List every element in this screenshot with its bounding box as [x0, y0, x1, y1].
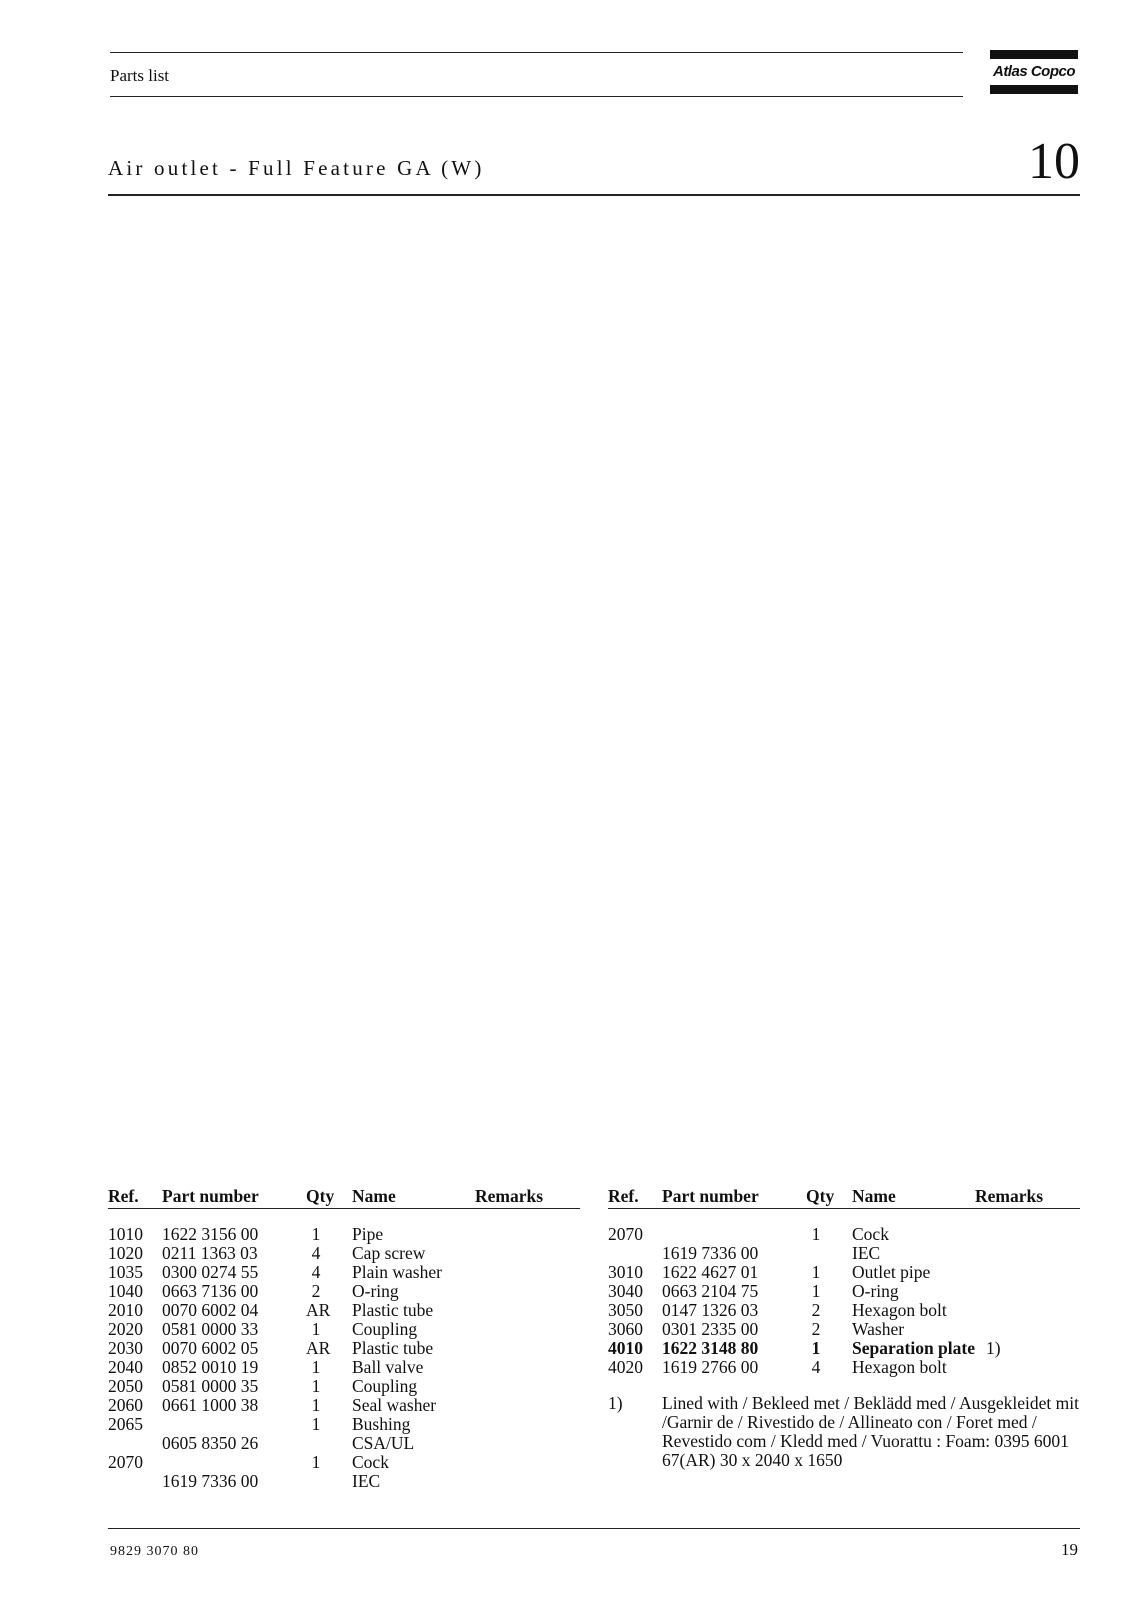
table-header	[608, 1186, 1082, 1208]
table-row	[108, 1282, 580, 1301]
row-name: Ball valve	[352, 1357, 424, 1377]
parts-table-left	[108, 1186, 580, 1491]
row-name: O-ring	[852, 1281, 899, 1301]
footnote-label: 1)	[608, 1393, 623, 1413]
row-ref: 2050	[108, 1376, 143, 1396]
header-bottom-rule	[110, 96, 963, 97]
row-qty: 1	[311, 1414, 321, 1434]
table-row	[108, 1472, 580, 1491]
row-part-number: 0663 2104 75	[662, 1281, 759, 1301]
row-part-number: 1622 4627 01	[662, 1262, 759, 1282]
row-name: Washer	[852, 1319, 905, 1339]
row-ref: 2020	[108, 1319, 143, 1339]
row-part-number: 0581 0000 35	[162, 1376, 259, 1396]
row-ref: 4020	[608, 1357, 643, 1377]
table-header-rule	[608, 1208, 1080, 1209]
row-part-number: 0070 6002 05	[162, 1338, 259, 1358]
row-qty: 2	[811, 1300, 821, 1320]
header-top-rule	[110, 52, 963, 53]
table-row	[108, 1301, 580, 1320]
row-qty: 1	[811, 1224, 821, 1244]
row-part-number: 0070 6002 04	[162, 1300, 259, 1320]
row-ref: 1010	[108, 1224, 143, 1244]
table-row	[108, 1396, 580, 1415]
row-remarks: 1)	[986, 1338, 1001, 1358]
row-name: Coupling	[352, 1319, 418, 1339]
row-ref: 3060	[608, 1319, 643, 1339]
row-qty: 1	[811, 1262, 821, 1282]
row-qty: 1	[311, 1319, 321, 1339]
row-qty: 1	[311, 1395, 321, 1415]
header-ref: Ref.	[608, 1186, 639, 1206]
row-name: Cock	[852, 1224, 889, 1244]
row-name: Pipe	[352, 1224, 384, 1244]
row-qty: 2	[811, 1319, 821, 1339]
table-row	[108, 1263, 580, 1282]
header-qty: Qty	[806, 1186, 835, 1206]
footnote	[608, 1394, 1082, 1470]
row-ref: 1040	[108, 1281, 143, 1301]
row-part-number: 0301 2335 00	[662, 1319, 759, 1339]
row-name: Separation plate	[852, 1338, 975, 1358]
row-qty: 1	[811, 1281, 821, 1301]
parts-table-right	[608, 1186, 1082, 1470]
row-part-number: 0581 0000 33	[162, 1319, 259, 1339]
row-qty: AR	[306, 1338, 331, 1358]
row-name: Outlet pipe	[852, 1262, 931, 1282]
atlas-copco-logo-icon	[990, 50, 1078, 94]
row-qty: 1	[311, 1357, 321, 1377]
row-name: Cap screw	[352, 1243, 426, 1263]
table-row	[608, 1263, 1082, 1282]
row-part-number: 1622 3156 00	[162, 1224, 259, 1244]
table-row	[108, 1434, 580, 1453]
row-ref: 1035	[108, 1262, 143, 1282]
table-row	[608, 1225, 1082, 1244]
row-qty: 4	[311, 1262, 321, 1282]
header-name: Name	[852, 1186, 896, 1206]
row-part-number: 0211 1363 03	[162, 1243, 258, 1263]
page-number: 19	[1061, 1540, 1078, 1559]
table-row	[108, 1320, 580, 1339]
row-part-number: 1619 7336 00	[162, 1471, 259, 1491]
footnote-text: Lined with / Bekleed met / Beklädd med / Ausgekleidet mit /Garnir de / Rivestido de / Allineato con / Foret med / Revestido com / Kledd med / Vuorattu : Foam: 0395 6001 67(AR) 30 x 2040 x 1650	[662, 1393, 1080, 1470]
row-ref: 4010	[608, 1338, 643, 1358]
row-qty: 4	[311, 1243, 321, 1263]
row-name: CSA/UL	[352, 1433, 415, 1453]
document-number: 9829 3070 80	[110, 1544, 199, 1559]
table-row	[608, 1244, 1082, 1263]
row-ref: 2010	[108, 1300, 143, 1320]
row-part-number: 1622 3148 80	[662, 1338, 759, 1358]
row-name: Plastic tube	[352, 1300, 434, 1320]
row-ref: 3050	[608, 1300, 643, 1320]
row-qty: 4	[811, 1357, 821, 1377]
table-header	[108, 1186, 580, 1208]
table-row	[108, 1244, 580, 1263]
table-row	[108, 1377, 580, 1396]
header-remarks: Remarks	[475, 1186, 544, 1206]
row-qty: 1	[311, 1452, 321, 1472]
row-part-number: 0663 7136 00	[162, 1281, 259, 1301]
row-name: O-ring	[352, 1281, 399, 1301]
header-part-number: Part number	[162, 1186, 259, 1206]
row-name: Seal washer	[352, 1395, 437, 1415]
header-name: Name	[352, 1186, 396, 1206]
row-qty: 2	[311, 1281, 321, 1301]
header-part-number: Part number	[662, 1186, 759, 1206]
section-number: 10	[1028, 133, 1080, 190]
row-ref: 2040	[108, 1357, 143, 1377]
row-name: IEC	[352, 1471, 381, 1491]
table-row	[608, 1320, 1082, 1339]
row-qty: 1	[311, 1224, 321, 1244]
row-ref: 2070	[108, 1452, 143, 1472]
row-name: Cock	[352, 1452, 389, 1472]
row-name: Hexagon bolt	[852, 1300, 947, 1320]
row-part-number: 0147 1326 03	[662, 1300, 759, 1320]
row-qty: AR	[306, 1300, 331, 1320]
row-part-number: 1619 7336 00	[662, 1243, 759, 1263]
row-part-number: 0300 0274 55	[162, 1262, 259, 1282]
table-row	[608, 1358, 1082, 1377]
table-row	[108, 1225, 580, 1244]
row-ref: 2065	[108, 1414, 143, 1434]
row-name: Coupling	[352, 1376, 418, 1396]
row-name: Bushing	[352, 1414, 411, 1434]
section-title: Air outlet - Full Feature GA (W)	[108, 156, 485, 180]
table-row	[108, 1339, 580, 1358]
row-ref: 3040	[608, 1281, 643, 1301]
row-name: Plastic tube	[352, 1338, 434, 1358]
table-row	[108, 1358, 580, 1377]
table-row	[108, 1453, 580, 1472]
row-ref: 1020	[108, 1243, 143, 1263]
row-ref: 2070	[608, 1224, 643, 1244]
row-qty: 1	[311, 1376, 321, 1396]
section-rule	[108, 194, 1080, 196]
row-ref: 3010	[608, 1262, 643, 1282]
row-name: IEC	[852, 1243, 881, 1263]
table-row	[608, 1301, 1082, 1320]
row-ref: 2030	[108, 1338, 143, 1358]
row-ref: 2060	[108, 1395, 143, 1415]
header-label: Parts list	[110, 66, 170, 85]
table-header-rule	[108, 1208, 580, 1209]
row-part-number: 1619 2766 00	[662, 1357, 759, 1377]
table-row	[108, 1415, 580, 1434]
header-qty: Qty	[306, 1186, 335, 1206]
footer-rule	[108, 1528, 1080, 1529]
row-part-number: 0661 1000 38	[162, 1395, 259, 1415]
row-qty: 1	[811, 1338, 821, 1358]
table-row	[608, 1282, 1082, 1301]
row-name: Plain washer	[352, 1262, 442, 1282]
row-part-number: 0605 8350 26	[162, 1433, 259, 1453]
table-row	[608, 1339, 1082, 1358]
header-remarks: Remarks	[975, 1186, 1044, 1206]
header-ref: Ref.	[108, 1186, 139, 1206]
row-name: Hexagon bolt	[852, 1357, 947, 1377]
brand-text: Atlas Copco	[992, 63, 1075, 80]
row-part-number: 0852 0010 19	[162, 1357, 259, 1377]
